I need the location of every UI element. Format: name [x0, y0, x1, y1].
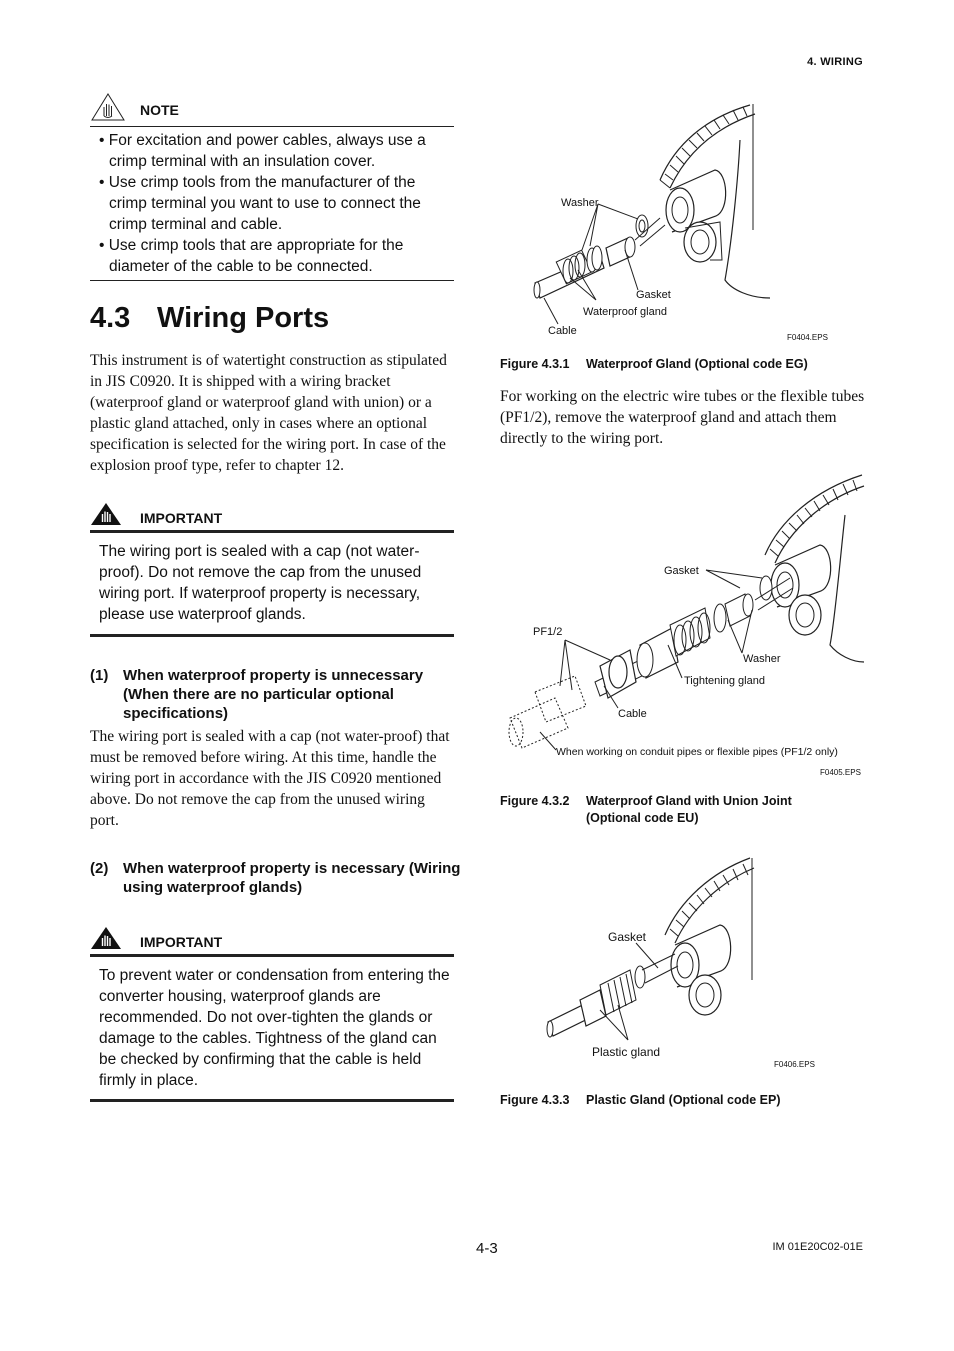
subsection-title: When waterproof property is unnecessary (When there are no particular optional specifications): [123, 667, 424, 722]
subsection-heading: [90, 859, 460, 899]
note-hand-icon: [90, 92, 126, 122]
subsection-heading: [90, 666, 460, 724]
running-header: 4. WIRING: [807, 56, 863, 68]
figure-caption: [500, 1093, 780, 1107]
label-waterproof-gland: Waterproof gland: [583, 306, 667, 318]
label-cable: Cable: [548, 325, 577, 337]
label-washer: Washer: [743, 653, 781, 665]
label-cable: Cable: [618, 708, 647, 720]
label-tightening-gland: Tightening gland: [684, 675, 765, 687]
caption-text-line2: (Optional code EU): [586, 811, 699, 825]
label-gasket: Gasket: [636, 289, 671, 301]
document-id: IM 01E20C02-01E: [772, 1241, 863, 1253]
important-divider: [90, 634, 454, 637]
section-title: Wiring Ports: [157, 302, 330, 334]
subsection-paragraph: The wiring port is sealed with a cap (not water-proof) that must be removed before wiring. At this time, handle the wiring port in accordance with the JIS C0920 mentioned above. Do not remove the cap from the unused wiring port.: [90, 728, 450, 829]
figure-file-id: F0404.EPS: [787, 333, 828, 342]
important-text: The wiring port is sealed with a cap (not water-proof). Do not remove the cap from the unused wiring port. If waterproof property is necessary, please use waterproof glands.: [99, 543, 422, 623]
page-number: 4-3: [476, 1240, 498, 1257]
right-paragraph: For working on the electric wire tubes or the flexible tubes (PF1/2), remove the waterproof gland and attach them directly to the wiring port.: [500, 388, 865, 447]
caption-number: Figure 4.3.3: [500, 1093, 570, 1107]
note-item: • Use crimp tools that are appropriate for the diameter of the cable to be connected.: [99, 237, 404, 275]
caption-text: Waterproof Gland (Optional code EG): [586, 357, 808, 371]
section-number: 4.3: [90, 302, 131, 334]
subsection-number: (2): [90, 860, 109, 877]
label-gasket: Gasket: [608, 930, 647, 944]
figure-file-id: F0406.EPS: [774, 1060, 815, 1069]
caption-number: Figure 4.3.2: [500, 794, 570, 808]
label-plastic-gland: Plastic gland: [592, 1045, 661, 1059]
figure-waterproof-gland: [500, 100, 870, 348]
figure-caption: [500, 357, 808, 371]
figure-file-id: F0405.EPS: [820, 768, 861, 777]
figure-union-gland: [500, 470, 870, 780]
subsection-number: (1): [90, 667, 109, 684]
caption-text: Plastic Gland (Optional code EP): [586, 1093, 781, 1107]
label-pf: PF1/2: [533, 626, 563, 638]
label-conduit-note: When working on conduit pipes or flexible pipes (PF1/2 only): [556, 746, 838, 758]
important-header: [90, 924, 454, 957]
section-heading: [90, 302, 329, 335]
important-divider: [90, 1099, 454, 1102]
important-header: [90, 500, 454, 533]
label-washer: Washer: [561, 197, 599, 209]
figure-caption: [500, 793, 792, 827]
caption-number: Figure 4.3.1: [500, 357, 570, 371]
important-text: To prevent water or condensation from entering the converter housing, waterproof glands are recommended. Do not over-tighten the glands or damage to the cables. Tightness of the gland can be checked by confirming that the cable is held firmly in place.: [99, 967, 450, 1089]
note-title: NOTE: [140, 102, 179, 118]
important-title: IMPORTANT: [140, 934, 223, 950]
note-item: • For excitation and power cables, always use a crimp terminal with an insulation cover.: [99, 132, 426, 170]
figure-plastic-gland: [500, 850, 870, 1075]
label-gasket: Gasket: [664, 565, 699, 577]
intro-paragraph: This instrument is of watertight construction as stipulated in JIS C0920. It is shipped with a wiring bracket (waterproof gland or waterproof gland with union) or a plastic gland attached, only in cases where an optional specification is selected for the wiring port. In case of the explosion proof type, refer to chapter 12.: [90, 352, 447, 474]
note-header: [90, 92, 454, 127]
note-item: • Use crimp tools from the manufacturer of the crimp terminal you want to use to connect the crimp terminal and cable.: [99, 174, 421, 233]
note-list: [99, 130, 454, 277]
subsection-title: When waterproof property is necessary (Wiring using waterproof glands): [123, 860, 461, 896]
warning-hand-icon: [90, 926, 122, 950]
warning-hand-icon: [90, 502, 122, 526]
note-divider: [90, 280, 454, 281]
caption-text: Waterproof Gland with Union Joint: [586, 794, 792, 808]
important-title: IMPORTANT: [140, 510, 223, 526]
